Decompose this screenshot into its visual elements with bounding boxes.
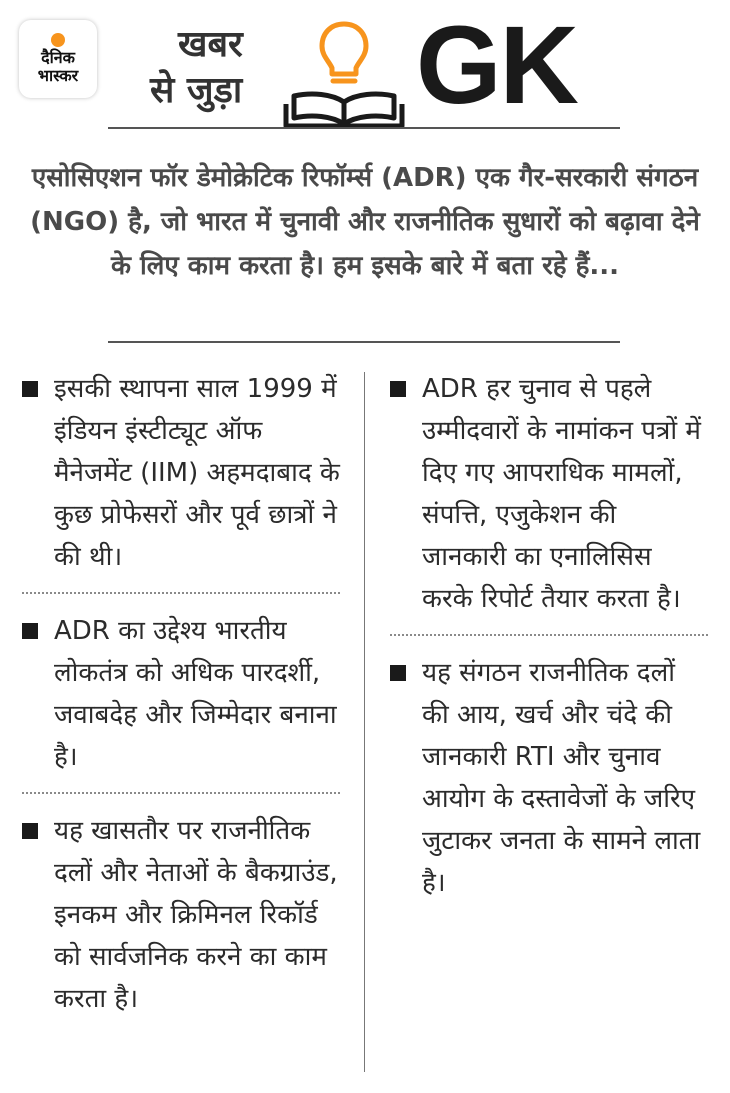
fact-item <box>22 610 340 778</box>
dotted-divider <box>22 792 340 794</box>
fact-text: ADR का उद्देश्य भारतीय लोकतंत्र को अधिक पारदर्शी, जवाबदेह और जिम्मेदार बनाना है। <box>54 616 337 772</box>
header-divider <box>108 127 620 129</box>
fact-text: यह संगठन राजनीतिक दलों की आय, खर्च और चंदे की जानकारी RTI और चुनाव आयोग के दस्तावेजों के जरिए जुटाकर जनता के सामने लाता है। <box>422 658 701 898</box>
square-bullet-icon <box>22 381 38 397</box>
left-column <box>22 368 340 1020</box>
fact-item <box>390 652 708 904</box>
header-line1: खबर <box>178 24 243 65</box>
right-column <box>390 368 708 904</box>
header-title <box>150 22 280 114</box>
open-book-icon <box>286 94 402 126</box>
fact-text: इसकी स्थापना साल 1999 में इंडियन इंस्टीट्यूट ऑफ मैनेजमेंट (IIM) अहमदाबाद के कुछ प्रोफेसरों और पूर्व छात्रों ने की थी। <box>54 374 340 572</box>
intro-divider <box>108 341 620 343</box>
column-divider <box>364 372 365 1072</box>
header-line2: से जुड़ा <box>150 70 243 111</box>
dotted-divider <box>22 592 340 594</box>
bulb-book-icon <box>282 18 406 130</box>
logo-text-line1: दैनिक <box>41 48 75 67</box>
fact-item <box>22 810 340 1020</box>
square-bullet-icon <box>390 665 406 681</box>
square-bullet-icon <box>22 623 38 639</box>
square-bullet-icon <box>22 823 38 839</box>
fact-text: ADR हर चुनाव से पहले उम्मीदवारों के नामांकन पत्रों में दिए गए आपराधिक मामलों, संपत्ति, एजुकेशन की जानकारी का एनालिसिस करके रिपोर्ट तैयार करता है। <box>422 374 701 614</box>
fact-text: यह खासतौर पर राजनीतिक दलों और नेताओं के बैकग्राउंड, इनकम और क्रिमिनल रिकॉर्ड को सार्वजनिक करने का काम करता है। <box>54 816 338 1014</box>
square-bullet-icon <box>390 381 406 397</box>
gk-title: GK <box>416 4 577 127</box>
dainik-bhaskar-logo <box>19 20 97 98</box>
fact-item <box>22 368 340 578</box>
dotted-divider <box>390 634 708 636</box>
sun-icon <box>51 33 65 47</box>
intro-paragraph: एसोसिएशन फॉर डेमोक्रेटिक रिफॉर्म्स (ADR) एक गैर-सरकारी संगठन (NGO) है, जो भारत में चुनावी और राजनीतिक सुधारों को बढ़ावा देने के लिए काम करता है। हम इसके बारे में बता रहे हैं... <box>30 163 700 281</box>
fact-item <box>390 368 708 620</box>
logo-text-line2: भास्कर <box>37 66 79 85</box>
lightbulb-icon <box>322 24 366 81</box>
